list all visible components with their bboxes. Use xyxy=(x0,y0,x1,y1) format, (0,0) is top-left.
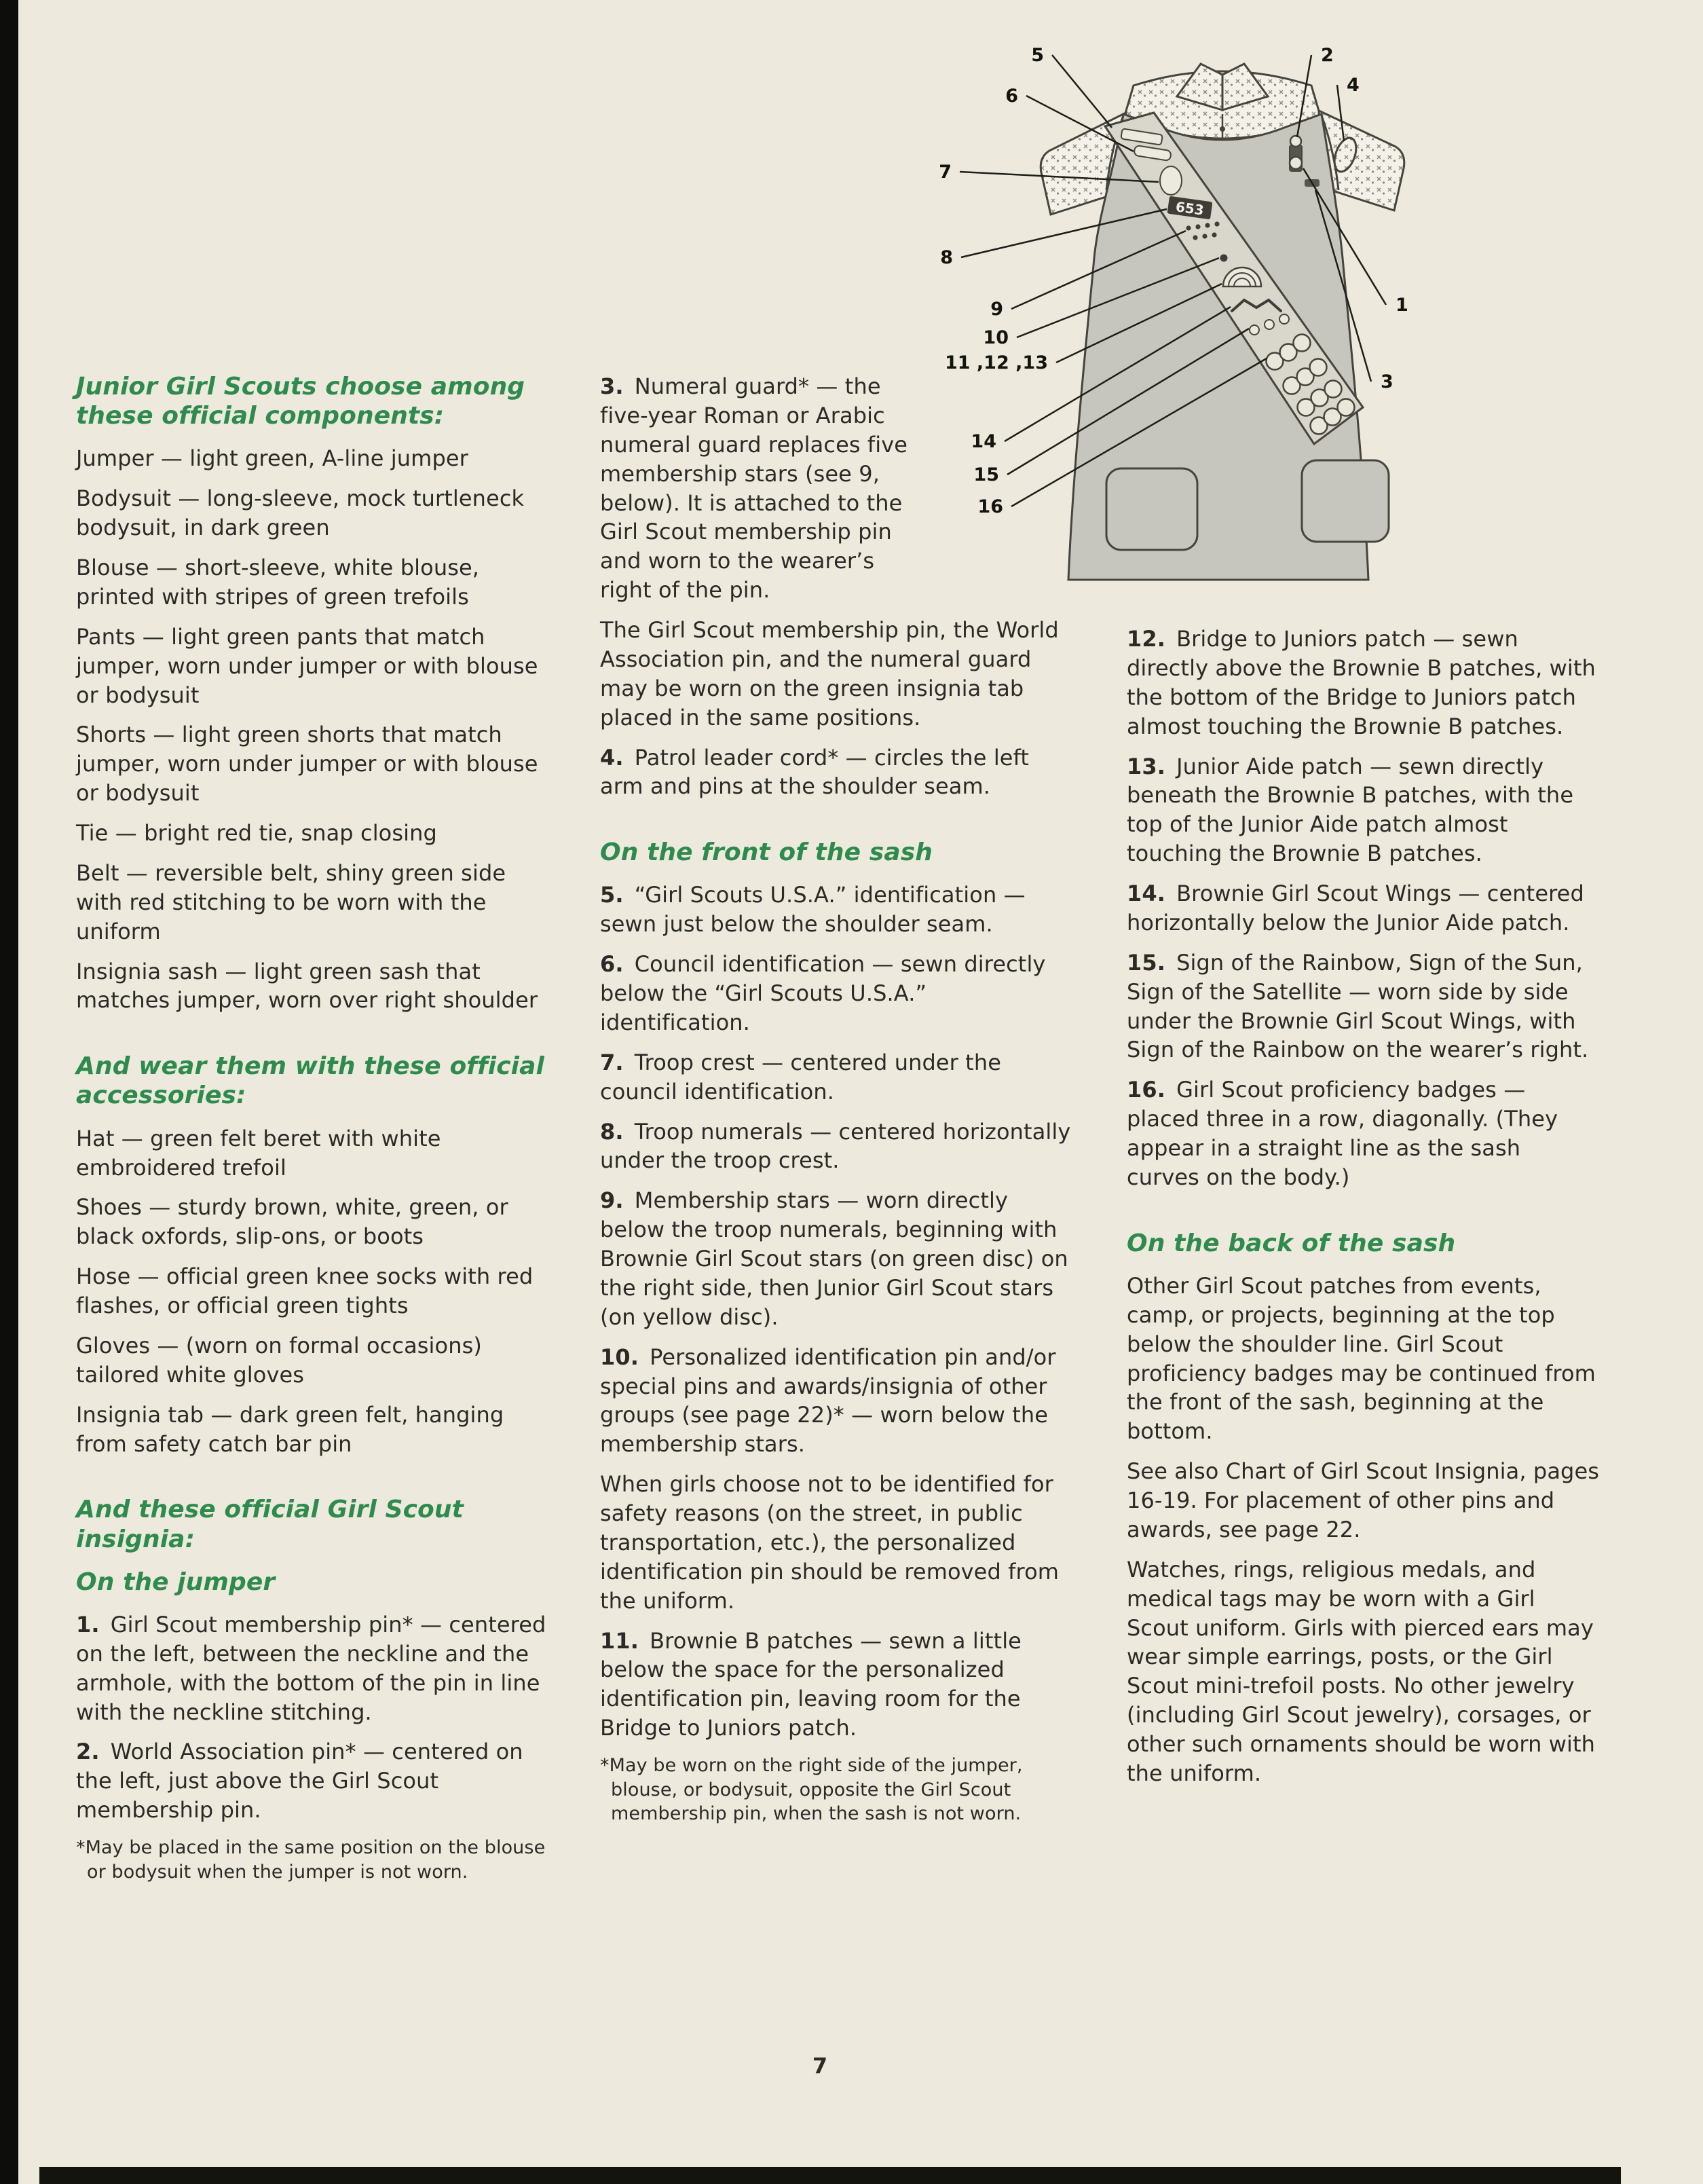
scan-edge-left xyxy=(0,0,18,2184)
paragraph: Insignia sash — light green sash that matches jumper, worn over right shoulder xyxy=(76,958,538,1014)
paragraph: Gloves — (worn on formal occasions) tailored white gloves xyxy=(76,1332,482,1388)
paragraph: See also Chart of Girl Scout Insignia, pages 16-19. For placement of other pins and awards, see page 22. xyxy=(1127,1458,1600,1542)
item-number: 10. xyxy=(600,1344,650,1370)
callout-number: 3 xyxy=(1381,371,1393,392)
page-number: 7 xyxy=(812,2053,828,2079)
callout-number: 4 xyxy=(1347,75,1360,96)
paragraph: 16. Girl Scout proficiency badges — placed three in a row, diagonally. (They appear in a straight line as the sash curves on the body.) xyxy=(1127,1077,1558,1190)
paragraph: 1. Girl Scout membership pin* — centered on the left, between the neckline and the armhole, with the bottom of the pin in line with the neckline stitching. xyxy=(76,1611,546,1725)
paragraph: 6. Council identification — sewn directly below the “Girl Scouts U.S.A.” identification. xyxy=(600,951,1046,1035)
paragraph: Blouse — short-sleeve, white blouse, printed with stripes of green trefoils xyxy=(76,555,480,610)
paragraph: 8. Troop numerals — centered horizontally under the troop crest. xyxy=(600,1118,1071,1174)
illustration-wrap-spacer xyxy=(922,372,1073,614)
callout-number: 11 ,12 ,13 xyxy=(944,352,1048,373)
column-middle xyxy=(600,372,1073,1837)
paragraph: 12. Bridge to Juniors patch — sewn directly above the Brownie B patches, with the bottom of the Bridge to Juniors patch almost touching the Brownie B patches. xyxy=(1127,626,1596,739)
callout-number: 10 xyxy=(983,327,1009,348)
section-heading: On the front of the sash xyxy=(600,838,933,867)
paragraph: Hose — official green knee socks with red flashes, or official green tights xyxy=(76,1263,534,1318)
callout-number: 14 xyxy=(971,431,996,452)
item-number: 1. xyxy=(76,1611,111,1637)
item-number: 7. xyxy=(600,1049,635,1075)
paragraph: Insignia tab — dark green felt, hanging from safety catch bar pin xyxy=(76,1401,504,1457)
item-number: 12. xyxy=(1127,626,1177,652)
paragraph: Belt — reversible belt, shiny green side with red stitching to be worn with the uniform xyxy=(76,859,506,944)
item-number: 15. xyxy=(1127,949,1177,976)
paragraph: Pants — light green pants that match jumper, worn under jumper or with blouse or bodysuit xyxy=(76,623,538,708)
item-number: 8. xyxy=(600,1118,635,1145)
paragraph: When girls choose not to be identified for safety reasons (on the street, in public transportation, etc.), the personalized identification pin should be removed from the uniform. xyxy=(600,1471,1060,1614)
callout-line xyxy=(1052,55,1112,128)
paragraph: Tie — bright red tie, snap closing xyxy=(76,820,437,846)
paragraph: 4. Patrol leader cord* — circles the left arm and pins at the shoulder seam. xyxy=(600,744,1030,800)
blouse-button xyxy=(1220,126,1225,132)
scan-edge-bottom xyxy=(39,2167,1621,2184)
footnote: *May be worn on the right side of the jumper, blouse, or bodysuit, opposite the Girl Scout membership pin, when the sash is not worn. xyxy=(600,1755,1023,1825)
section-heading: On the jumper xyxy=(76,1568,276,1596)
paragraph: 11. Brownie B patches — sewn a little below the space for the personalized identification pin, leaving room for the Bridge to Juniors patch. xyxy=(600,1627,1022,1741)
callout-number: 7 xyxy=(939,162,952,183)
troop-numerals-label: 653 xyxy=(1174,198,1205,219)
callout-number: 5 xyxy=(1031,45,1044,66)
item-number: 14. xyxy=(1127,881,1177,906)
item-number: 3. xyxy=(600,373,635,399)
uniform-figure xyxy=(1041,64,1404,580)
section-heading: Junior Girl Scouts choose among these official components: xyxy=(76,373,525,430)
troop-crest xyxy=(1160,166,1182,195)
paragraph: 3. Numeral guard* — the five-year Roman or Arabic numeral guard replaces five membership stars (see 9, below). It is attached to the Girl Scout membership pin and worn to the wearer’s right of the pin. xyxy=(600,373,908,604)
column-left xyxy=(76,372,549,1895)
section-heading: And these official Girl Scout insignia: xyxy=(76,1496,464,1553)
paragraph: Hat — green felt beret with white embroidered trefoil xyxy=(76,1125,441,1181)
item-number: 5. xyxy=(600,882,635,908)
item-number: 4. xyxy=(600,744,635,771)
paragraph: Bodysuit — long-sleeve, mock turtleneck bodysuit, in dark green xyxy=(76,485,525,541)
paragraph: 2. World Association pin* — centered on the left, just above the Girl Scout membership pin. xyxy=(76,1739,523,1824)
paragraph: 15. Sign of the Rainbow, Sign of the Sun, Sign of the Satellite — worn side by side under the Brownie Girl Scout Wings, with Sign of the Rainbow on the wearer’s right. xyxy=(1127,949,1589,1063)
paragraph: Jumper — light green, A-line jumper xyxy=(76,445,468,472)
callout-number: 15 xyxy=(973,464,999,485)
personalized-identification-pin xyxy=(1220,255,1228,262)
paragraph: 5. “Girl Scouts U.S.A.” identification — sewn just below the shoulder seam. xyxy=(600,882,1026,938)
callout-number: 1 xyxy=(1396,295,1408,316)
section-heading: On the back of the sash xyxy=(1127,1229,1456,1257)
item-number: 13. xyxy=(1127,753,1177,779)
callout-number: 6 xyxy=(1005,86,1018,107)
callout-number: 8 xyxy=(940,247,953,268)
paragraph: The Girl Scout membership pin, the World Association pin, and the numeral guard may be worn on the green insignia tab placed in the same positions. xyxy=(600,617,1059,730)
paragraph: 9. Membership stars — worn directly below the troop numerals, beginning with Brownie Girl Scout stars (on green disc) on the right side, then Junior Girl Scout stars (on yellow disc). xyxy=(600,1187,1068,1330)
paragraph: 10. Personalized identification pin and/or special pins and awards/insignia of other groups (see page 22)* — worn below the membership stars. xyxy=(600,1344,1056,1458)
footnote: *May be placed in the same position on the blouse or bodysuit when the jumper is not worn. xyxy=(76,1837,546,1883)
paragraph: 14. Brownie Girl Scout Wings — centered horizontally below the Junior Aide patch. xyxy=(1127,881,1584,936)
item-number: 2. xyxy=(76,1739,111,1765)
paragraph: Watches, rings, religious medals, and medical tags may be worn with a Girl Scout uniform. Girls with pierced ears may wear simple earrings, posts, or the Girl Scout mini-trefoil posts. No other jewelry (including Girl Scout jewelry), corsages, or other such ornaments should be worn with the uniform. xyxy=(1127,1556,1596,1786)
item-number: 9. xyxy=(600,1187,635,1214)
section-heading: And wear them with these official accessories: xyxy=(76,1052,544,1110)
paragraph: 7. Troop crest — centered under the council identification. xyxy=(600,1049,1001,1105)
column-right xyxy=(1127,625,1600,1799)
item-number: 11. xyxy=(600,1627,650,1654)
callout-number: 9 xyxy=(990,299,1003,320)
callout-number: 2 xyxy=(1321,45,1334,66)
paragraph: Shorts — light green shorts that match jumper, worn under jumper or with blouse or bodysuit xyxy=(76,722,538,807)
item-number: 6. xyxy=(600,951,635,978)
paragraph: 13. Junior Aide patch — sewn directly beneath the Brownie B patches, with the top of the Junior Aide patch almost touching the Brownie B patches. xyxy=(1127,753,1574,867)
callout-number: 16 xyxy=(977,496,1003,517)
paragraph: Other Girl Scout patches from events, camp, or projects, beginning at the top below the shoulder line. Girl Scout proficiency badges may be continued from the front of the sash, beginning at the bottom. xyxy=(1127,1272,1596,1445)
item-number: 16. xyxy=(1127,1077,1177,1103)
paragraph: Shoes — sturdy brown, white, green, or black oxfords, slip-ons, or boots xyxy=(76,1194,508,1250)
